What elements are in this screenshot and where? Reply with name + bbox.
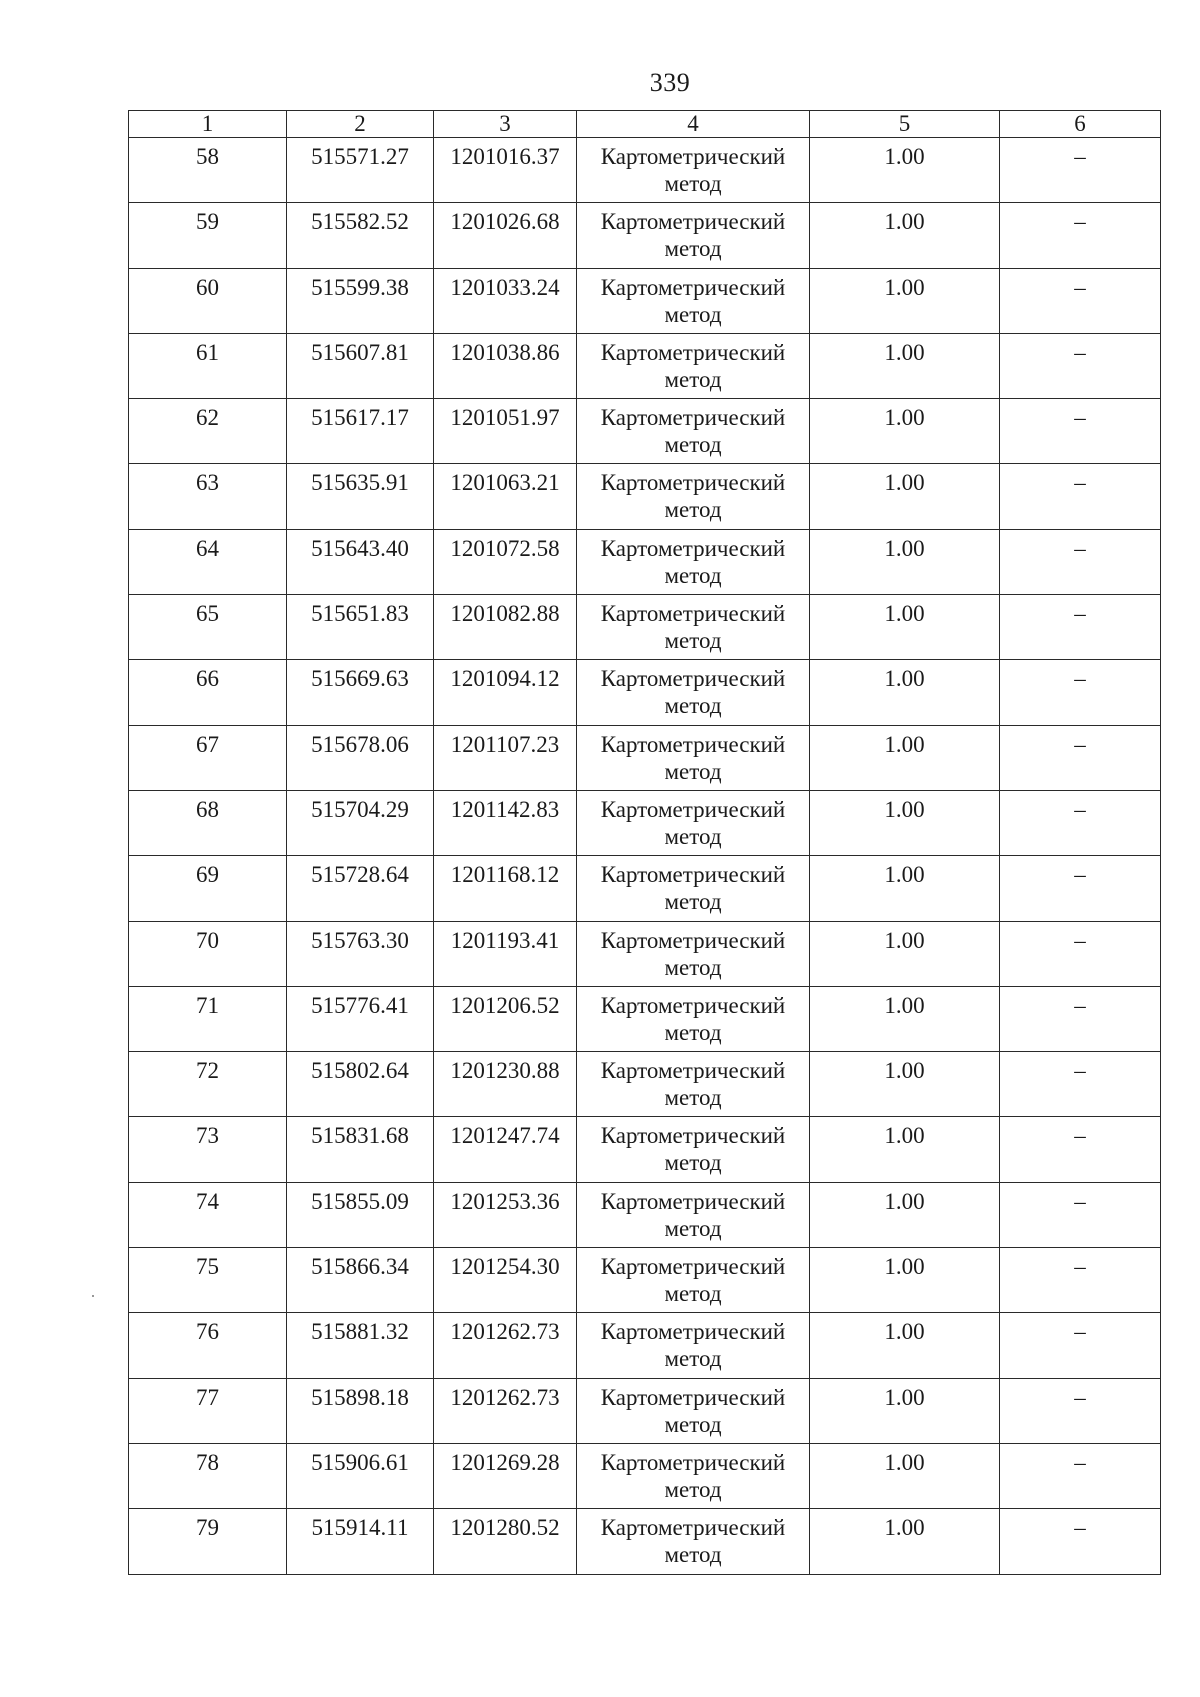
table-row — [129, 529, 1161, 594]
point-number-cell: 67 — [129, 725, 287, 790]
method-cell: Картометрический метод — [577, 921, 810, 986]
x-coordinate-cell: 515728.64 — [287, 856, 434, 921]
description-cell: – — [1000, 986, 1161, 1051]
x-coordinate-cell: 515802.64 — [287, 1052, 434, 1117]
y-coordinate-cell: 1201193.41 — [434, 921, 577, 986]
x-coordinate-cell: 515582.52 — [287, 203, 434, 268]
table-row — [129, 725, 1161, 790]
accuracy-cell: 1.00 — [810, 1443, 1000, 1508]
accuracy-cell: 1.00 — [810, 203, 1000, 268]
point-number-cell: 60 — [129, 268, 287, 333]
accuracy-cell: 1.00 — [810, 1509, 1000, 1574]
description-cell: – — [1000, 1509, 1161, 1574]
table-row — [129, 856, 1161, 921]
table-body — [129, 138, 1161, 1575]
accuracy-cell: 1.00 — [810, 725, 1000, 790]
y-coordinate-cell: 1201072.58 — [434, 529, 577, 594]
x-coordinate-cell: 515651.83 — [287, 595, 434, 660]
method-cell: Картометрический метод — [577, 1443, 810, 1508]
accuracy-cell: 1.00 — [810, 529, 1000, 594]
y-coordinate-cell: 1201206.52 — [434, 986, 577, 1051]
y-coordinate-cell: 1201038.86 — [434, 333, 577, 398]
description-cell: – — [1000, 1313, 1161, 1378]
x-coordinate-cell: 515669.63 — [287, 660, 434, 725]
accuracy-cell: 1.00 — [810, 986, 1000, 1051]
x-coordinate-cell: 515914.11 — [287, 1509, 434, 1574]
header-col-2: 2 — [287, 111, 434, 138]
y-coordinate-cell: 1201026.68 — [434, 203, 577, 268]
description-cell: – — [1000, 921, 1161, 986]
method-cell: Картометрический метод — [577, 660, 810, 725]
header-col-1: 1 — [129, 111, 287, 138]
x-coordinate-cell: 515866.34 — [287, 1248, 434, 1313]
description-cell: – — [1000, 268, 1161, 333]
y-coordinate-cell: 1201051.97 — [434, 399, 577, 464]
description-cell: – — [1000, 790, 1161, 855]
accuracy-cell: 1.00 — [810, 1117, 1000, 1182]
header-col-3: 3 — [434, 111, 577, 138]
x-coordinate-cell: 515607.81 — [287, 333, 434, 398]
table-row — [129, 333, 1161, 398]
accuracy-cell: 1.00 — [810, 138, 1000, 203]
table-row — [129, 1378, 1161, 1443]
table-row — [129, 595, 1161, 660]
accuracy-cell: 1.00 — [810, 1313, 1000, 1378]
method-cell: Картометрический метод — [577, 333, 810, 398]
method-cell: Картометрический метод — [577, 790, 810, 855]
y-coordinate-cell: 1201033.24 — [434, 268, 577, 333]
method-cell: Картометрический метод — [577, 399, 810, 464]
method-cell: Картометрический метод — [577, 464, 810, 529]
method-cell: Картометрический метод — [577, 1052, 810, 1117]
point-number-cell: 59 — [129, 203, 287, 268]
y-coordinate-cell: 1201254.30 — [434, 1248, 577, 1313]
accuracy-cell: 1.00 — [810, 1248, 1000, 1313]
accuracy-cell: 1.00 — [810, 1052, 1000, 1117]
description-cell: – — [1000, 595, 1161, 660]
method-cell: Картометрический метод — [577, 986, 810, 1051]
method-cell: Картометрический метод — [577, 138, 810, 203]
x-coordinate-cell: 515881.32 — [287, 1313, 434, 1378]
description-cell: – — [1000, 203, 1161, 268]
y-coordinate-cell: 1201247.74 — [434, 1117, 577, 1182]
header-row — [129, 111, 1161, 138]
description-cell: – — [1000, 725, 1161, 790]
table-row — [129, 986, 1161, 1051]
x-coordinate-cell: 515776.41 — [287, 986, 434, 1051]
page-number: 339 — [649, 68, 691, 97]
method-cell: Картометрический метод — [577, 1378, 810, 1443]
accuracy-cell: 1.00 — [810, 790, 1000, 855]
accuracy-cell: 1.00 — [810, 464, 1000, 529]
point-number-cell: 72 — [129, 1052, 287, 1117]
x-coordinate-cell: 515704.29 — [287, 790, 434, 855]
table-row — [129, 138, 1161, 203]
y-coordinate-cell: 1201016.37 — [434, 138, 577, 203]
table-row — [129, 1443, 1161, 1508]
point-number-cell: 75 — [129, 1248, 287, 1313]
method-cell: Картометрический метод — [577, 529, 810, 594]
x-coordinate-cell: 515831.68 — [287, 1117, 434, 1182]
table-row — [129, 1313, 1161, 1378]
point-number-cell: 79 — [129, 1509, 287, 1574]
y-coordinate-cell: 1201082.88 — [434, 595, 577, 660]
header-col-4: 4 — [577, 111, 810, 138]
point-number-cell: 68 — [129, 790, 287, 855]
point-number-cell: 63 — [129, 464, 287, 529]
table-row — [129, 399, 1161, 464]
accuracy-cell: 1.00 — [810, 921, 1000, 986]
x-coordinate-cell: 515599.38 — [287, 268, 434, 333]
table-row — [129, 660, 1161, 725]
x-coordinate-cell: 515571.27 — [287, 138, 434, 203]
method-cell: Картометрический метод — [577, 1117, 810, 1182]
table-row — [129, 268, 1161, 333]
y-coordinate-cell: 1201253.36 — [434, 1182, 577, 1247]
accuracy-cell: 1.00 — [810, 1182, 1000, 1247]
description-cell: – — [1000, 399, 1161, 464]
table-header — [129, 111, 1161, 138]
y-coordinate-cell: 1201063.21 — [434, 464, 577, 529]
method-cell: Картометрический метод — [577, 268, 810, 333]
method-cell: Картометрический метод — [577, 1509, 810, 1574]
table-row — [129, 1248, 1161, 1313]
point-number-cell: 62 — [129, 399, 287, 464]
accuracy-cell: 1.00 — [810, 1378, 1000, 1443]
point-number-cell: 77 — [129, 1378, 287, 1443]
accuracy-cell: 1.00 — [810, 660, 1000, 725]
description-cell: – — [1000, 138, 1161, 203]
point-number-cell: 61 — [129, 333, 287, 398]
method-cell: Картометрический метод — [577, 856, 810, 921]
accuracy-cell: 1.00 — [810, 595, 1000, 660]
table-row — [129, 1182, 1161, 1247]
table-row — [129, 921, 1161, 986]
header-col-6: 6 — [1000, 111, 1161, 138]
table-row — [129, 1117, 1161, 1182]
y-coordinate-cell: 1201094.12 — [434, 660, 577, 725]
description-cell: – — [1000, 1052, 1161, 1117]
y-coordinate-cell: 1201262.73 — [434, 1378, 577, 1443]
header-col-5: 5 — [810, 111, 1000, 138]
y-coordinate-cell: 1201269.28 — [434, 1443, 577, 1508]
description-cell: – — [1000, 1443, 1161, 1508]
y-coordinate-cell: 1201142.83 — [434, 790, 577, 855]
y-coordinate-cell: 1201280.52 — [434, 1509, 577, 1574]
description-cell: – — [1000, 1248, 1161, 1313]
description-cell: – — [1000, 333, 1161, 398]
method-cell: Картометрический метод — [577, 725, 810, 790]
point-number-cell: 58 — [129, 138, 287, 203]
method-cell: Картометрический метод — [577, 1248, 810, 1313]
description-cell: – — [1000, 1117, 1161, 1182]
y-coordinate-cell: 1201168.12 — [434, 856, 577, 921]
point-number-cell: 74 — [129, 1182, 287, 1247]
point-number-cell: 66 — [129, 660, 287, 725]
table-row — [129, 203, 1161, 268]
description-cell: – — [1000, 1182, 1161, 1247]
x-coordinate-cell: 515617.17 — [287, 399, 434, 464]
description-cell: – — [1000, 856, 1161, 921]
point-number-cell: 78 — [129, 1443, 287, 1508]
description-cell: – — [1000, 464, 1161, 529]
x-coordinate-cell: 515678.06 — [287, 725, 434, 790]
table-row — [129, 1052, 1161, 1117]
method-cell: Картометрический метод — [577, 595, 810, 660]
point-number-cell: 76 — [129, 1313, 287, 1378]
description-cell: – — [1000, 529, 1161, 594]
method-cell: Картометрический метод — [577, 203, 810, 268]
point-number-cell: 70 — [129, 921, 287, 986]
point-number-cell: 64 — [129, 529, 287, 594]
accuracy-cell: 1.00 — [810, 856, 1000, 921]
point-number-cell: 71 — [129, 986, 287, 1051]
description-cell: – — [1000, 660, 1161, 725]
accuracy-cell: 1.00 — [810, 268, 1000, 333]
method-cell: Картометрический метод — [577, 1313, 810, 1378]
y-coordinate-cell: 1201262.73 — [434, 1313, 577, 1378]
point-number-cell: 69 — [129, 856, 287, 921]
point-number-cell: 73 — [129, 1117, 287, 1182]
table-row — [129, 464, 1161, 529]
accuracy-cell: 1.00 — [810, 333, 1000, 398]
scan-speck — [92, 1295, 94, 1297]
y-coordinate-cell: 1201107.23 — [434, 725, 577, 790]
x-coordinate-cell: 515643.40 — [287, 529, 434, 594]
table-row — [129, 790, 1161, 855]
x-coordinate-cell: 515855.09 — [287, 1182, 434, 1247]
coordinates-table — [128, 110, 1161, 1575]
x-coordinate-cell: 515906.61 — [287, 1443, 434, 1508]
method-cell: Картометрический метод — [577, 1182, 810, 1247]
x-coordinate-cell: 515763.30 — [287, 921, 434, 986]
table-row — [129, 1509, 1161, 1574]
accuracy-cell: 1.00 — [810, 399, 1000, 464]
point-number-cell: 65 — [129, 595, 287, 660]
y-coordinate-cell: 1201230.88 — [434, 1052, 577, 1117]
description-cell: – — [1000, 1378, 1161, 1443]
x-coordinate-cell: 515898.18 — [287, 1378, 434, 1443]
x-coordinate-cell: 515635.91 — [287, 464, 434, 529]
